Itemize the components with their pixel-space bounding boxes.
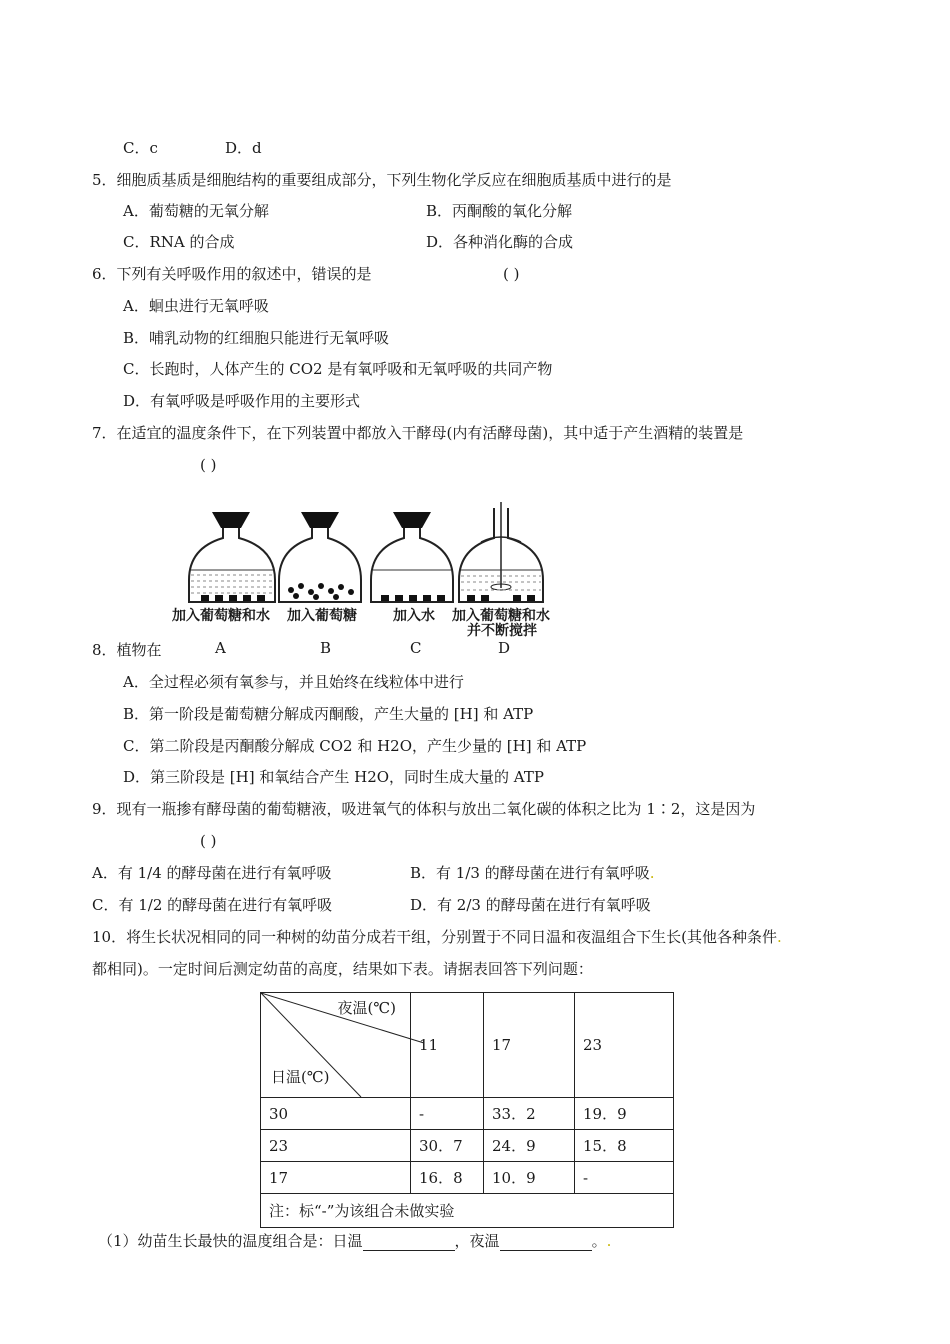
day-temp-cell: 30: [261, 1098, 411, 1130]
answer-blank-night[interactable]: [500, 1234, 592, 1251]
height-cell: 30．7: [411, 1130, 484, 1162]
day-temp-cell: 17: [261, 1162, 411, 1194]
height-cell: -: [411, 1098, 484, 1130]
day-temp-cell: 23: [261, 1130, 411, 1162]
bottle-letter-d: D: [498, 639, 511, 657]
q8-option-c: C．第二阶段是丙酮酸分解成 CO2 和 H2O，产生少量的 [H] 和 ATP: [123, 737, 587, 755]
q9-stem: 9．现有一瓶掺有酵母菌的葡萄糖液，吸进氧气的体积与放出二氧化碳的体积之比为 1∶2，这是因为: [92, 800, 756, 818]
q5-stem: 5．细胞质基质是细胞结构的重要组成部分，下列生物化学反应在细胞质基质中进行的是: [92, 171, 672, 189]
bottle-d-label-2: 并不断搅拌: [467, 623, 537, 639]
q6-stem: 6．下列有关呼吸作用的叙述中，错误的是: [92, 265, 372, 283]
answer-blank-day[interactable]: [363, 1234, 455, 1251]
night-temp-header: 夜温(℃): [337, 999, 396, 1017]
table-row: [261, 1098, 674, 1130]
table-corner-header: [261, 993, 411, 1098]
bottle-b: [279, 512, 361, 602]
bottle-d-label: 加入葡萄糖和水: [452, 608, 550, 624]
height-cell: 19．9: [575, 1098, 674, 1130]
bottle-letter-a: A: [215, 639, 226, 657]
q4-option-d: D．d: [225, 139, 262, 157]
bottle-letter-c: C: [410, 639, 422, 657]
height-cell: 10．9: [484, 1162, 575, 1194]
bottle-letter-b: B: [320, 639, 332, 657]
night-temp-col: 11: [411, 993, 484, 1098]
q9-option-a: A．有 1/4 的酵母菌在进行有氧呼吸: [92, 864, 332, 882]
q6-option-a: A．蛔虫进行无氧呼吸: [123, 297, 269, 315]
q5-option-c: C．RNA 的合成: [123, 233, 235, 251]
q7-answer-paren: ( ): [200, 456, 217, 474]
q6-answer-paren: ( ): [503, 265, 520, 283]
bottle-a-label: 加入葡萄糖和水: [172, 608, 270, 624]
q5-option-b: B．丙酮酸的氧化分解: [426, 202, 573, 220]
night-temp-col: 23: [575, 993, 674, 1098]
q7-stem: 7．在适宜的温度条件下，在下列装置中都放入干酵母(内有活酵母菌)，其中适于产生酒精的装置是: [92, 424, 744, 442]
q5-option-a: A．葡萄糖的无氧分解: [123, 202, 269, 220]
bottle-a: [189, 512, 275, 602]
bottle-c: [371, 512, 453, 602]
q8-option-a: A．全过程必须有氧参与，并且始终在线粒体中进行: [123, 673, 464, 691]
bottle-c-label: 加入水: [393, 608, 435, 624]
q10-stem-line2: 都相同)。一定时间后测定幼苗的高度，结果如下表。请据表回答下列问题：: [92, 960, 593, 978]
q10-sub1: （1）幼苗生长最快的温度组合是：日温 ，夜温 。.: [98, 1232, 612, 1250]
height-cell: 15．8: [575, 1130, 674, 1162]
q6-option-d: D．有氧呼吸是呼吸作用的主要形式: [123, 392, 361, 410]
stray-dot: .: [606, 1232, 612, 1250]
q5-option-d: D．各种消化酶的合成: [426, 233, 574, 251]
q8-stem: 8．植物在: [92, 641, 162, 659]
bottle-d: [459, 502, 543, 602]
q10-stem-line1: 10．将生长状况相同的同一种树的幼苗分成若干组，分别置于不同日温和夜温组合下生长(其他各种条件.: [92, 928, 782, 946]
height-cell: -: [575, 1162, 674, 1194]
bottle-b-label: 加入葡萄糖: [287, 608, 357, 624]
q6-option-c: C．长跑时，人体产生的 CO2 是有氧呼吸和无氧呼吸的共同产物: [123, 360, 553, 378]
q8-option-d: D．第三阶段是 [H] 和氧结合产生 H2O，同时生成大量的 ATP: [123, 768, 544, 786]
stray-dot: .: [776, 928, 782, 946]
stray-dot: .: [649, 864, 655, 882]
q8-option-b: B．第一阶段是葡萄糖分解成丙酮酸，产生大量的 [H] 和 ATP: [123, 705, 534, 723]
q9-option-c: C．有 1/2 的酵母菌在进行有氧呼吸: [92, 896, 333, 914]
height-cell: 33．2: [484, 1098, 575, 1130]
q9-option-d: D．有 2/3 的酵母菌在进行有氧呼吸: [410, 896, 651, 914]
q4-option-c: C．c: [123, 139, 158, 157]
height-cell: 24．9: [484, 1130, 575, 1162]
table-row: [261, 1130, 674, 1162]
night-temp-col: 17: [484, 993, 575, 1098]
q9-answer-paren: ( ): [200, 832, 217, 850]
temperature-table: [260, 992, 674, 1228]
q6-option-b: B．哺乳动物的红细胞只能进行无氧呼吸: [123, 329, 390, 347]
table-row: [261, 1162, 674, 1194]
q9-option-b: B．有 1/3 的酵母菌在进行有氧呼吸.: [410, 864, 655, 882]
height-cell: 16．8: [411, 1162, 484, 1194]
day-temp-header: 日温(℃): [271, 1068, 330, 1086]
table-note: 注：标“-”为该组合未做实验: [261, 1194, 674, 1228]
